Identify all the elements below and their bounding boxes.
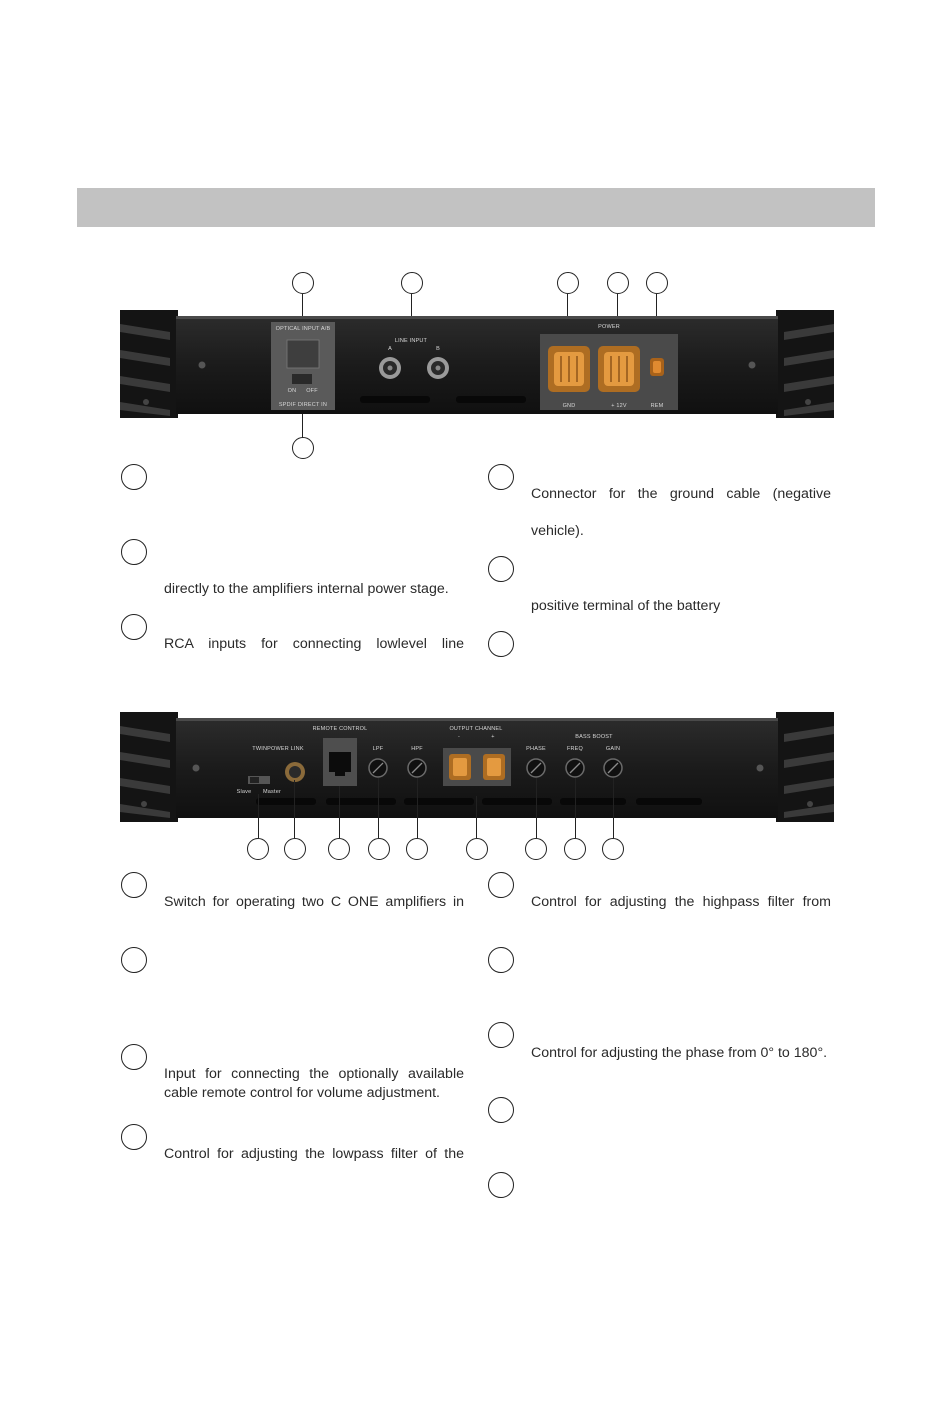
callout-marker-slave-master bbox=[247, 838, 269, 860]
phase-label: PHASE bbox=[526, 746, 546, 752]
callout-marker-line-input bbox=[401, 272, 423, 294]
hpf-knob bbox=[408, 759, 426, 777]
description-text: Control for adjusting the phase from 0° to 180°. bbox=[531, 1045, 828, 1061]
callout-marker-desc bbox=[121, 872, 147, 898]
callout-marker-twinpower bbox=[284, 838, 306, 860]
leader-line bbox=[258, 794, 259, 838]
callout-marker-optical-direct bbox=[292, 437, 314, 459]
callout-marker-gain bbox=[602, 838, 624, 860]
description-text: Control for adjusting the lowpass filter of the bbox=[164, 1146, 464, 1162]
output-channel-label: OUTPUT CHANNEL bbox=[449, 726, 503, 732]
description-text: RCA inputs for connecting lowlevel line bbox=[164, 636, 464, 652]
callout-marker-desc bbox=[488, 631, 514, 657]
output-minus-label: - bbox=[457, 734, 461, 740]
leader-line bbox=[536, 778, 537, 838]
section-header-banner bbox=[77, 188, 875, 227]
callout-marker-desc bbox=[488, 1022, 514, 1048]
description-text: Connector for the ground cable (negative bbox=[531, 486, 831, 502]
remote-control-label: REMOTE CONTROL bbox=[312, 726, 368, 732]
leader-line bbox=[575, 778, 576, 838]
callout-marker-desc bbox=[121, 1124, 147, 1150]
hpf-label: HPF bbox=[411, 746, 423, 752]
gnd-terminal bbox=[548, 346, 590, 392]
callout-marker-desc bbox=[121, 1044, 147, 1070]
switch-off-label: OFF bbox=[306, 388, 318, 394]
power-label: POWER bbox=[598, 324, 620, 330]
callout-marker-desc bbox=[488, 872, 514, 898]
lpf-knob bbox=[369, 759, 387, 777]
bass-boost-label: BASS BOOST bbox=[575, 734, 613, 740]
twinpower-link-jack bbox=[285, 762, 305, 782]
callout-marker-phase bbox=[525, 838, 547, 860]
description-text: Switch for operating two C ONE amplifiers in bbox=[164, 894, 464, 910]
gain-knob bbox=[604, 759, 622, 777]
plus12v-terminal bbox=[598, 346, 640, 392]
callout-marker-desc bbox=[121, 539, 147, 565]
callout-marker-desc bbox=[121, 614, 147, 640]
line-a-label: A bbox=[388, 346, 392, 352]
leader-line bbox=[476, 796, 477, 838]
freq-label: FREQ bbox=[566, 746, 584, 752]
slave-label: Slave bbox=[236, 789, 252, 795]
callout-marker-desc bbox=[121, 947, 147, 973]
line-b-label: B bbox=[436, 346, 440, 352]
output-plus-label: + bbox=[491, 734, 495, 740]
description-text: vehicle). bbox=[531, 523, 584, 539]
callout-marker-rem bbox=[646, 272, 668, 294]
callout-marker-optical-input bbox=[292, 272, 314, 294]
freq-knob bbox=[566, 759, 584, 777]
rem-terminal bbox=[650, 358, 664, 376]
switch-on-label: ON bbox=[287, 388, 297, 394]
leader-line bbox=[294, 780, 295, 838]
callout-marker-desc bbox=[121, 464, 147, 490]
callout-marker-desc bbox=[488, 556, 514, 582]
leader-line bbox=[417, 778, 418, 838]
callout-marker-lpf bbox=[368, 838, 390, 860]
callout-marker-remote bbox=[328, 838, 350, 860]
speaker-terminal-minus bbox=[449, 754, 471, 780]
phase-knob bbox=[527, 759, 545, 777]
line-input-label: LINE INPUT bbox=[394, 338, 428, 344]
callout-marker-freq bbox=[564, 838, 586, 860]
callout-marker-plus12v bbox=[607, 272, 629, 294]
callout-marker-desc bbox=[488, 1172, 514, 1198]
description-text: positive terminal of the battery bbox=[531, 598, 721, 614]
plus12v-label: + 12V bbox=[611, 403, 627, 409]
leader-line bbox=[339, 786, 340, 838]
speaker-terminal-plus bbox=[483, 754, 505, 780]
remote-control-port bbox=[329, 752, 351, 772]
callout-marker-gnd bbox=[557, 272, 579, 294]
callout-marker-hpf bbox=[406, 838, 428, 860]
optical-input-label: OPTICAL INPUT A/B bbox=[275, 326, 331, 332]
gain-label: GAIN bbox=[605, 746, 621, 752]
rca-jack-b bbox=[427, 357, 449, 379]
description-text: directly to the amplifiers internal power stage. bbox=[164, 581, 449, 597]
callout-marker-output bbox=[466, 838, 488, 860]
description-text: Control for adjusting the highpass filter from bbox=[531, 894, 831, 910]
callout-marker-desc bbox=[488, 947, 514, 973]
twinpower-link-label: TWINPOWER LINK bbox=[252, 746, 304, 752]
callout-marker-desc bbox=[488, 464, 514, 490]
gnd-label: GND bbox=[562, 403, 576, 409]
rca-jack-a bbox=[379, 357, 401, 379]
leader-line bbox=[613, 778, 614, 838]
rem-label: REM bbox=[650, 403, 664, 409]
master-label: Master bbox=[262, 789, 282, 795]
amplifier-top-panel bbox=[120, 310, 834, 418]
lpf-label: LPF bbox=[372, 746, 384, 752]
leader-line bbox=[378, 778, 379, 838]
description-text: Input for connecting the optionally available cable remote control for volume adjustment. bbox=[164, 1066, 464, 1101]
optical-direct-label: SPDIF DIRECT IN bbox=[278, 402, 328, 408]
callout-marker-desc bbox=[488, 1097, 514, 1123]
